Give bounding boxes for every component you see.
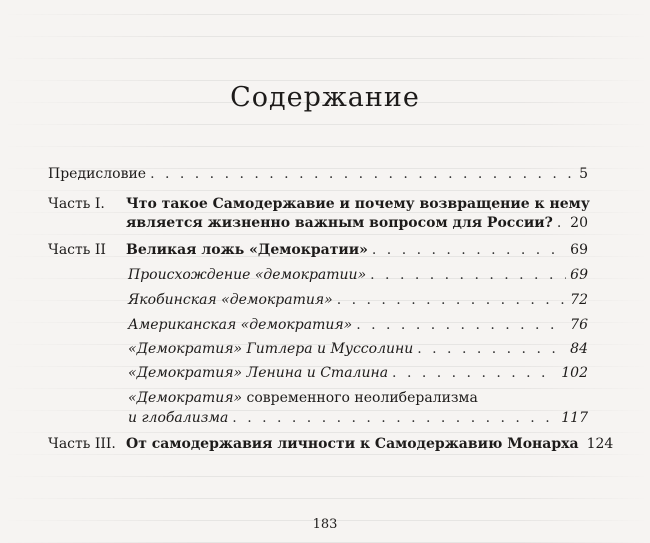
toc-chapter-page: 117 — [561, 410, 588, 426]
toc-chapter-label-ital: «Демократия» — [128, 390, 243, 406]
toc-entry-part1-line2 — [48, 213, 588, 233]
toc-entry-label: Великая ложь «Демократии» — [126, 242, 368, 258]
toc-entry-label: Что такое Самодержавие и почему возвращение к нему — [126, 196, 590, 212]
toc-entry-label-cont: является жизненно важным вопросом для России? — [126, 215, 553, 231]
toc-chapter-page: 102 — [561, 365, 588, 381]
page-title: Содержание — [230, 82, 420, 113]
leader-dots — [372, 240, 566, 260]
leader-dots — [150, 164, 575, 184]
toc-chapter-label: «Демократия» Ленина и Сталина — [128, 365, 389, 381]
toc-chapter-label: Американская «демократия» — [128, 317, 353, 333]
toc-chapter — [48, 363, 588, 383]
toc-chapter-label-rest: современного неолиберализма — [242, 390, 478, 406]
toc-chapter — [48, 265, 588, 285]
toc-entry-part2 — [48, 240, 588, 260]
toc-entry-label: Предисловие — [48, 166, 147, 182]
toc-entry-preface — [48, 164, 588, 184]
leader-dots — [370, 265, 566, 285]
toc-entry-part3 — [48, 434, 614, 454]
toc-chapter-label-cont: и глобализма — [128, 410, 229, 426]
leader-dots — [417, 339, 566, 359]
toc-chapter — [48, 339, 588, 359]
toc-entry-label: От самодержавия личности к Самодержавию Монарха — [126, 436, 579, 452]
toc-chapter-line2 — [48, 408, 588, 428]
toc-entry-page: 69 — [570, 242, 588, 258]
toc-chapter-page: 84 — [570, 341, 588, 357]
toc-chapter-line1 — [48, 388, 588, 408]
toc-chapter — [48, 315, 588, 335]
toc-chapter-page: 76 — [570, 317, 588, 333]
page-number: 183 — [312, 517, 338, 532]
leader-dots — [392, 363, 557, 383]
leader-dots — [337, 290, 566, 310]
toc-entry-page: 124 — [586, 436, 614, 452]
toc-entry-part1-line1 — [48, 194, 588, 214]
toc-chapter-label: Происхождение «демократии» — [128, 267, 367, 283]
toc-part-label: Часть I. — [48, 196, 105, 212]
toc-part-label: Часть II — [48, 242, 106, 258]
leader-dots — [356, 315, 566, 335]
toc-chapter-page: 72 — [570, 292, 588, 308]
toc-part-label: Часть III. — [48, 436, 116, 452]
leader-dots — [232, 408, 557, 428]
toc-chapter — [48, 290, 588, 310]
toc-chapter-label: Якобинская «демократия» — [128, 292, 333, 308]
leader-dots — [557, 213, 566, 233]
toc-entry-page: 20 — [570, 215, 588, 231]
toc-chapter-page: 69 — [570, 267, 588, 283]
toc-chapter-label: «Демократия» Гитлера и Муссолини — [128, 341, 414, 357]
toc-entry-page: 5 — [579, 166, 588, 182]
